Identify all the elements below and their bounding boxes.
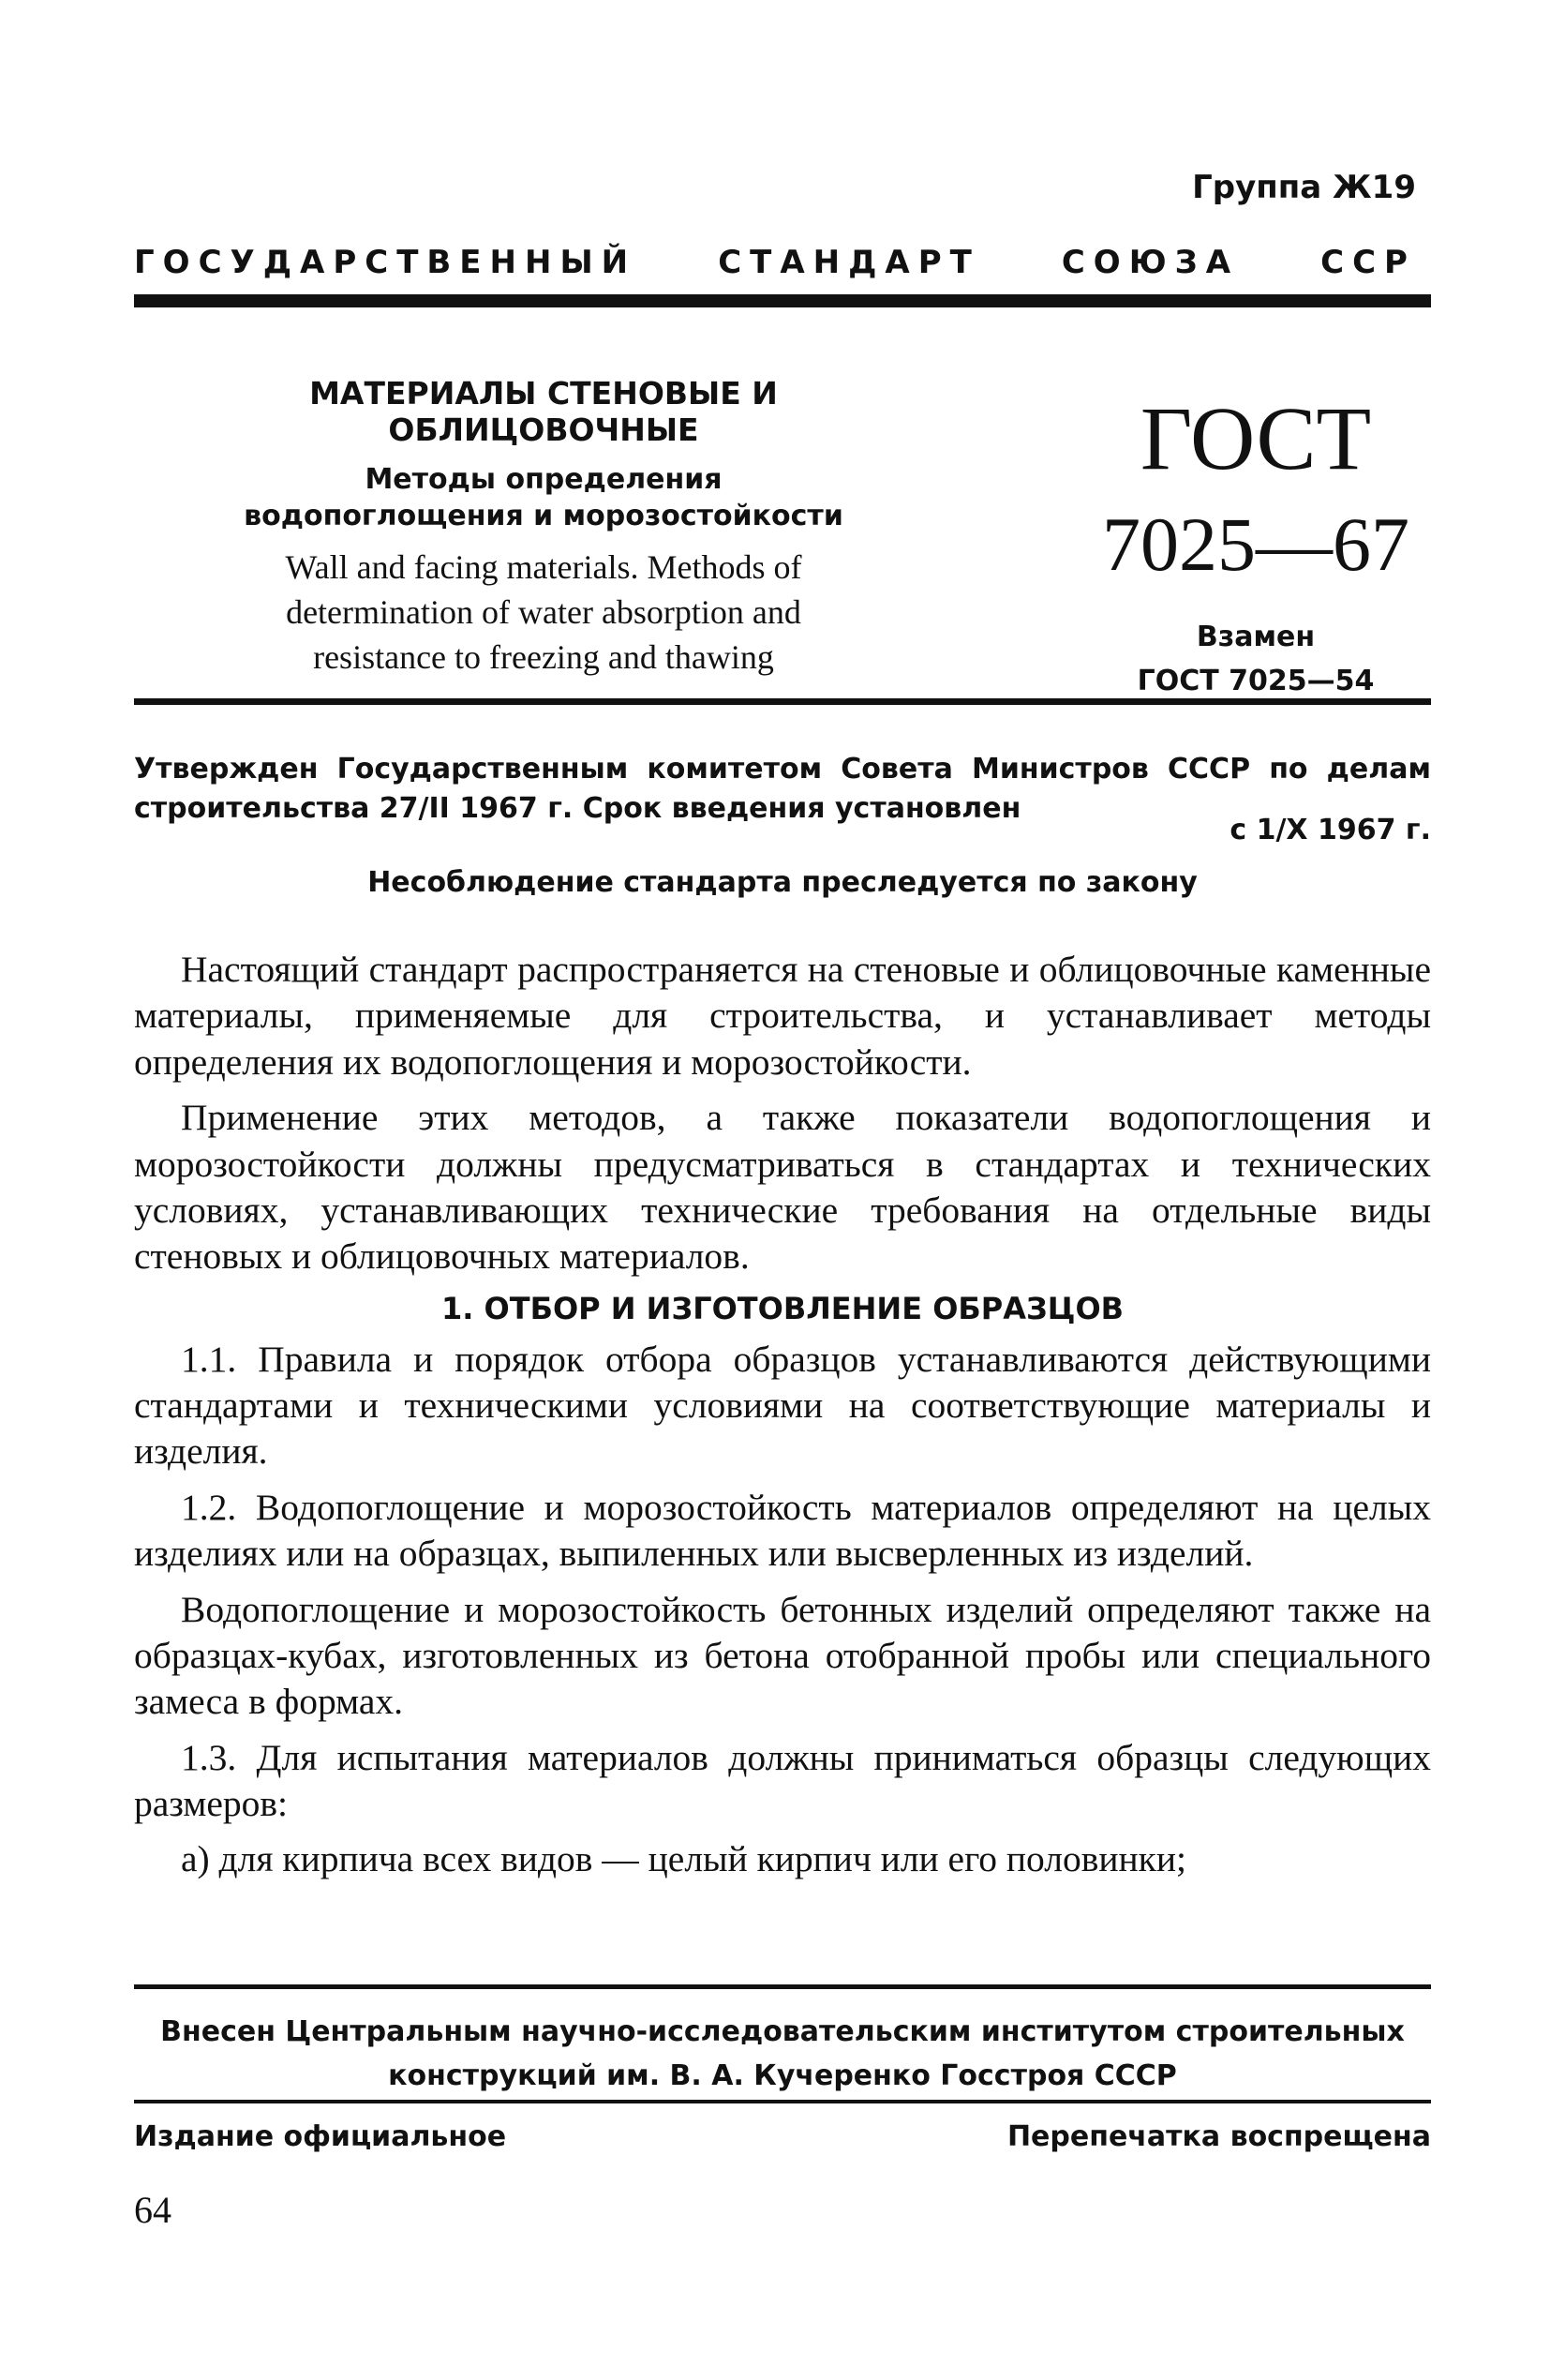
gost-designation — [1068, 388, 1443, 698]
title-rule — [134, 698, 1431, 705]
body-text — [134, 947, 1431, 1893]
paragraph-1-2: 1.2. Водопоглощение и морозостойкость материалов определяют на целых изделиях или на образцах, выпиленных или высверленных из изделий. — [134, 1486, 1431, 1575]
contributed-line1: Внесен Центральным научно-исследовательским институтом строительных — [160, 2015, 1405, 2048]
approval-text: Утвержден Государственным комитетом Совета Министров СССР по делам строительства 27/II 1967 г. Срок введения установлен — [134, 753, 1431, 825]
gost-word: ГОСТ — [1140, 388, 1372, 488]
effective-date: с 1/X 1967 г. — [1230, 814, 1431, 846]
subtitle-line2: водопоглощения и морозостойкости — [244, 500, 843, 532]
contributed-by — [134, 2011, 1431, 2098]
section-1-title: 1. ОТБОР И ИЗГОТОВЛЕНИЕ ОБРАЗЦОВ — [440, 1290, 1125, 1326]
title-block — [178, 375, 909, 681]
header-rule — [134, 294, 1431, 307]
state-word-2: СТАНДАРТ — [718, 244, 980, 281]
intro-paragraph-2: Применение этих методов, а также показатели водопоглощения и морозостойкости должны предусматриваться в стандартах и технических условиях, устанавливающих технические требования на отдельные виды стеновых и облицовочных материалов. — [134, 1097, 1431, 1278]
non-compliance-notice: Несоблюдение стандарта преследуется по закону — [367, 866, 1198, 899]
footer-rule — [134, 1984, 1431, 1989]
contributed-line2: конструкций им. В. А. Кучеренко Госстроя СССР — [388, 2058, 1177, 2092]
intro-paragraph-1: Настоящий стандарт распространяется на стеновые и облицовочные каменные материалы, применяемые для строительства, и устанавливает методы определения их водопоглощения и морозостойкости. — [134, 949, 1431, 1083]
subtitle-line1: Методы определения — [365, 463, 723, 496]
group-code: Группа Ж19 — [1192, 169, 1416, 206]
title-ru: МАТЕРИАЛЫ СТЕНОВЫЕ И ОБЛИЦОВОЧНЫЕ — [309, 375, 778, 448]
state-word-1: ГОСУДАРСТВЕННЫЙ — [134, 244, 637, 281]
paragraph-1-2b: Водопоглощение и морозостойкость бетонных изделий определяют также на образцах-кубах, изготовленных из бетона отобранной пробы или специального замеса в формах. — [134, 1588, 1431, 1723]
reprint-prohibited: Перепечатка воспрещена — [1006, 2120, 1431, 2153]
state-word-4: ССР — [1320, 244, 1416, 281]
page-number: 64 — [134, 2189, 171, 2231]
paragraph-1-3: 1.3. Для испытания материалов должны приниматься образцы следующих размеров: — [134, 1736, 1431, 1824]
replaces-value: ГОСТ 7025—54 — [1137, 665, 1375, 698]
title-en-line1: Wall and facing materials. Methods of — [285, 548, 802, 586]
official-edition: Издание официальное — [134, 2120, 507, 2153]
footer-rule-2 — [134, 2100, 1431, 2103]
state-word-3: СОЮЗА — [1061, 244, 1240, 281]
replaces-label: Взамен — [1196, 621, 1316, 654]
title-en-line3: resistance to freezing and thawing — [313, 637, 774, 676]
state-standard-title — [134, 244, 1416, 281]
gost-number: 7025—67 — [1102, 501, 1409, 587]
paragraph-1-1: 1.1. Правила и порядок отбора образцов устанавливаются действующими стандартами и техническими условиями на соответствующие материалы и изделия. — [134, 1338, 1431, 1473]
title-en-line2: determination of water absorption and — [286, 592, 801, 631]
paragraph-1-3a: а) для кирпича всех видов — целый кирпич или его половинки; — [181, 1838, 1186, 1880]
